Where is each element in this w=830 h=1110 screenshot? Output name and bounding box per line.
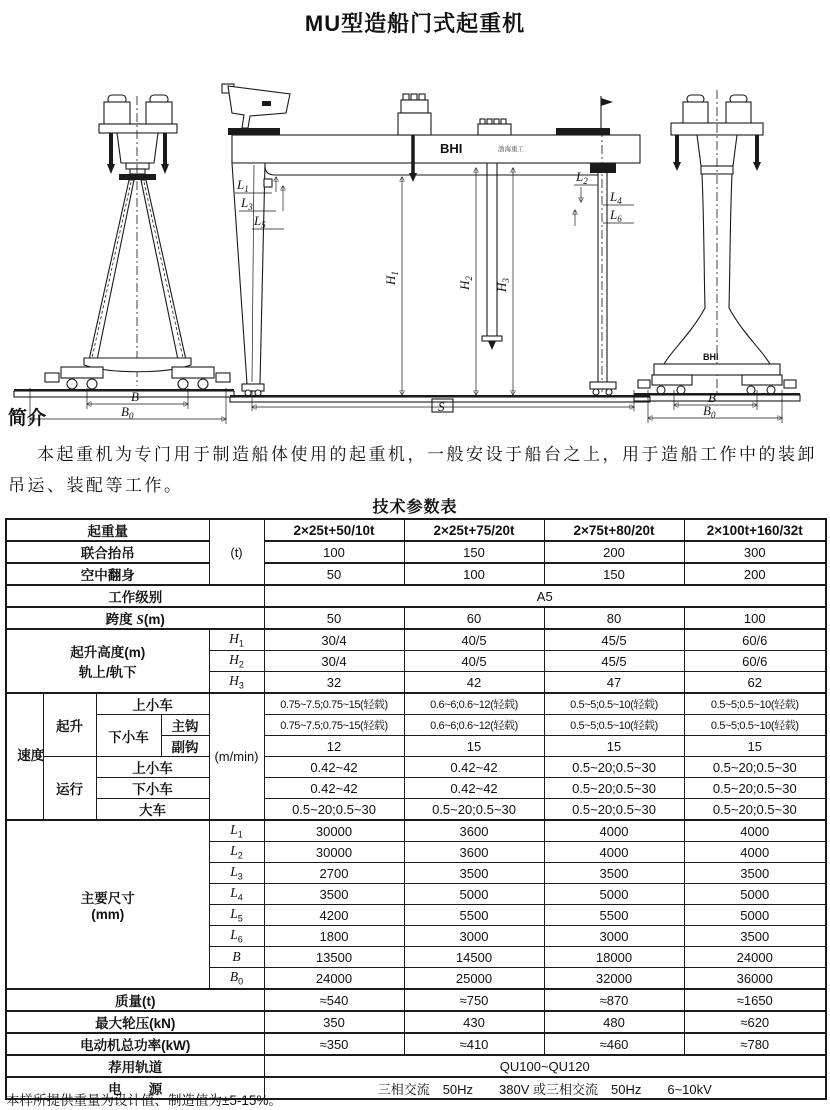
row-run-lower	[6, 778, 826, 799]
cell: 60	[404, 607, 544, 629]
cell: 45/5	[544, 629, 684, 651]
model-header: 2×100t+160/32t	[684, 519, 826, 541]
cell: 5000	[684, 884, 826, 905]
label-lower-trolley: 下小车	[96, 715, 161, 757]
girder-submark: 渤海重工	[498, 146, 524, 153]
house-vent	[480, 119, 485, 124]
hook	[753, 162, 761, 171]
label-lower-trolley: 下小车	[96, 778, 209, 799]
model-header: 2×25t+50/10t	[264, 519, 404, 541]
house-vent	[494, 119, 499, 124]
pulley-block	[146, 102, 172, 124]
cell: 3500	[684, 863, 826, 884]
upper-trolley	[398, 113, 431, 135]
pulley-block	[104, 102, 130, 124]
hook	[161, 164, 169, 174]
label-aux-hook: 副钩	[161, 736, 209, 757]
row-rail	[6, 1055, 826, 1077]
label-upper-trolley: 上小车	[96, 757, 209, 778]
lower-chord	[265, 166, 598, 175]
label-main-hook: 主钩	[161, 715, 209, 736]
cell-duty-class: A5	[264, 585, 826, 607]
row-run-gantry	[6, 799, 826, 821]
cell: 4000	[544, 820, 684, 842]
trolley-beam	[99, 124, 177, 133]
cell: 30/4	[264, 629, 404, 651]
cell: 100	[404, 563, 544, 585]
cell: 4200	[264, 905, 404, 926]
cell: 5500	[544, 905, 684, 926]
hook-block	[482, 336, 502, 341]
dim-label-B0: $B_0$	[121, 404, 134, 421]
row-L1	[6, 820, 826, 842]
cell: 3500	[544, 863, 684, 884]
wheel	[677, 386, 685, 394]
row-air-turnover	[6, 563, 826, 585]
cell: 1800	[264, 926, 404, 947]
pivot	[126, 163, 149, 169]
cell: ≈460	[544, 1033, 684, 1055]
operator-cab	[228, 86, 290, 128]
girder-mark: BHI	[440, 141, 463, 156]
sym-L5: $L_5$	[209, 905, 264, 926]
cell: 0.5~20;0.5~30	[544, 799, 684, 821]
cell: 0.42~42	[264, 778, 404, 799]
house-vent	[411, 94, 417, 100]
label-wheel-load: 最大轮压(kN)	[6, 1011, 264, 1033]
cell: 24000	[684, 947, 826, 968]
dim-label-H2: $H_2$	[457, 276, 474, 290]
right-end-view	[634, 90, 800, 423]
label-upper-trolley: 上小车	[96, 693, 209, 715]
row-mass	[6, 989, 826, 1011]
label-hoisting: 起升	[43, 693, 96, 757]
cell: 40/5	[404, 651, 544, 672]
cell: 45/5	[544, 651, 684, 672]
cell: 200	[684, 563, 826, 585]
cell: 100	[264, 541, 404, 563]
cell: 4000	[684, 820, 826, 842]
house-vent	[501, 119, 506, 124]
cell: 15	[684, 736, 826, 757]
wheel	[178, 379, 188, 389]
label-travel: 运行	[43, 757, 96, 821]
row-wheel-load	[6, 1011, 826, 1033]
outrigger	[784, 380, 796, 388]
cell: 0.5~20;0.5~30	[684, 778, 826, 799]
sym-L4: $L_4$	[209, 884, 264, 905]
cell: 15	[544, 736, 684, 757]
intro-heading: 简介	[8, 408, 47, 429]
leg-top-pad	[590, 163, 616, 173]
cell: 0.5~5;0.5~10(轻载)	[544, 715, 684, 736]
hook	[409, 173, 417, 182]
flexible-leg	[232, 163, 265, 384]
cell: 60/6	[684, 651, 826, 672]
sym-B: B	[209, 947, 264, 968]
row-h1	[6, 629, 826, 651]
cell: 0.75~7.5;0.75~15(轻载)	[264, 693, 404, 715]
cell: 3500	[264, 884, 404, 905]
cell: ≈780	[684, 1033, 826, 1055]
model-header: 2×75t+80/20t	[544, 519, 684, 541]
cell: 50	[264, 607, 404, 629]
cell: ≈620	[684, 1011, 826, 1033]
label-power-supply: 电 源	[6, 1077, 264, 1099]
cell-rail: QU100~QU120	[264, 1055, 826, 1077]
cell: 4000	[544, 842, 684, 863]
lower-trolley	[478, 124, 511, 135]
row-joint-lift	[6, 541, 826, 563]
dim-label-B0: $B_0$	[703, 403, 716, 420]
table-title: 技术参数表	[372, 499, 458, 516]
cell: 0.5~20;0.5~30	[544, 778, 684, 799]
intro-line-2: 吊运、装配等工作。	[8, 476, 184, 495]
cab-window	[262, 101, 271, 106]
cell: 5000	[684, 905, 826, 926]
girder	[232, 135, 640, 163]
girder-pad	[228, 128, 280, 135]
house-vent	[419, 94, 425, 100]
cell: 18000	[544, 947, 684, 968]
label-duty-class: 工作级别	[6, 585, 264, 607]
cell: 30000	[264, 820, 404, 842]
row-motor-power	[6, 1033, 826, 1055]
sill-beam	[654, 364, 780, 375]
cell: 24000	[264, 968, 404, 990]
footnote: 本样所提供重量为设计值、制造值为±5-15%。	[6, 1093, 282, 1108]
sym-L1: $L_1$	[209, 820, 264, 842]
outrigger	[638, 380, 650, 388]
sym-H3: $H_3$	[209, 672, 264, 694]
left-end-view	[14, 95, 234, 424]
sym-H2: $H_2$	[209, 651, 264, 672]
cell: 0.5~5;0.5~10(轻载)	[684, 715, 826, 736]
cell: 0.5~5;0.5~10(轻载)	[684, 693, 826, 715]
wheel-bogie	[652, 375, 692, 385]
label-mass: 质量(t)	[6, 989, 264, 1011]
cell: 42	[404, 672, 544, 694]
cell: 0.5~20;0.5~30	[684, 757, 826, 778]
machinery-house	[117, 133, 158, 163]
wheel	[767, 386, 775, 394]
cell: 25000	[404, 968, 544, 990]
upper-trolley-cap	[401, 100, 428, 113]
dim-datum	[264, 179, 272, 187]
elevation-view	[222, 84, 650, 414]
cell: 0.5~20;0.5~30	[684, 799, 826, 821]
house-vent	[487, 119, 492, 124]
row-hoist-main	[6, 715, 826, 736]
house-vent	[403, 94, 409, 100]
row-run-upper	[6, 757, 826, 778]
cell: 0.42~42	[404, 778, 544, 799]
parameters-table	[5, 518, 827, 1100]
apex-joint	[119, 174, 156, 180]
wheel	[747, 386, 755, 394]
dim-label-L3: $L_3$	[241, 195, 253, 212]
intro-line-1: 本起重机为专门用于制造船体使用的起重机，一般安设于船台之上，用于造船工作中的装卸	[37, 445, 817, 464]
ground-hatch	[634, 395, 800, 401]
cell: 15	[404, 736, 544, 757]
cell: 0.75~7.5;0.75~15(轻载)	[264, 715, 404, 736]
dim-label-L2: $L_2$	[576, 169, 588, 186]
page-title: MU型造船门式起重机	[304, 11, 526, 36]
cell: 36000	[684, 968, 826, 990]
cell: 12	[264, 736, 404, 757]
model-header: 2×25t+75/20t	[404, 519, 544, 541]
cell: ≈1650	[684, 989, 826, 1011]
wheel	[87, 379, 97, 389]
cell: 2700	[264, 863, 404, 884]
cell: 3600	[404, 842, 544, 863]
cell: 60/6	[684, 629, 826, 651]
unit-tonnes: (t)	[209, 519, 264, 585]
cell: 30000	[264, 842, 404, 863]
label-air-turnover: 空中翻身	[6, 563, 209, 585]
wheel-bogie	[61, 367, 103, 378]
cell: 3500	[404, 863, 544, 884]
cell: 0.6~6;0.6~12(轻载)	[404, 715, 544, 736]
dim-label-H1: $H_1$	[383, 271, 400, 285]
label-speed: 速度	[6, 693, 43, 820]
cell: 5000	[544, 884, 684, 905]
cell: 150	[544, 563, 684, 585]
cell: 47	[544, 672, 684, 694]
cell: 3000	[544, 926, 684, 947]
row-duty-class	[6, 585, 826, 607]
label-gantry: 大车	[96, 799, 209, 821]
pulley-block	[726, 102, 751, 124]
hook	[673, 162, 681, 171]
dim-label-B: B	[131, 389, 139, 404]
cell: 5000	[404, 884, 544, 905]
cell: 3500	[684, 926, 826, 947]
cell: 3600	[404, 820, 544, 842]
hook	[107, 164, 115, 174]
cell: 14500	[404, 947, 544, 968]
label-lifting-height: 起升高度(m) 轨上/轨下	[6, 629, 209, 693]
label-joint-lift: 联合抬吊	[6, 541, 209, 563]
pivot	[130, 169, 145, 174]
cell: 430	[404, 1011, 544, 1033]
cell: 32	[264, 672, 404, 694]
leg-foot	[590, 382, 616, 389]
outrigger	[216, 373, 230, 382]
flag	[601, 98, 613, 106]
cell: 0.5~20;0.5~30	[404, 799, 544, 821]
cell: 5500	[404, 905, 544, 926]
label-rail: 荐用轨道	[6, 1055, 264, 1077]
dim-label-H3: $H_3$	[494, 278, 511, 292]
wheel	[657, 386, 665, 394]
wheel	[198, 379, 208, 389]
sym-L2: $L_2$	[209, 842, 264, 863]
cell: 32000	[544, 968, 684, 990]
cell: 0.42~42	[404, 757, 544, 778]
cell: 200	[544, 541, 684, 563]
dim-label-L5: $L_5$	[254, 213, 266, 230]
hook	[488, 341, 496, 350]
leg-mark: BHI	[703, 352, 719, 362]
label-span: 跨度 S(m)	[6, 607, 264, 629]
row-capacity	[6, 519, 826, 541]
cell: ≈870	[544, 989, 684, 1011]
cell-power-supply: 三相交流 50Hz 380V 或三相交流 50Hz 6~10kV	[264, 1077, 826, 1099]
sym-L3: $L_3$	[209, 863, 264, 884]
cell: 50	[264, 563, 404, 585]
cell: 30/4	[264, 651, 404, 672]
label-capacity: 起重量	[6, 519, 209, 541]
dim-label-L1: $L_1$	[237, 177, 249, 194]
cell: 0.6~6;0.6~12(轻载)	[404, 693, 544, 715]
leg-foot	[242, 384, 264, 391]
unit-m-min: (m/min)	[209, 693, 264, 820]
dim-label-S: S	[438, 399, 445, 414]
cell: 4000	[684, 842, 826, 863]
sym-B0: $B_0$	[209, 968, 264, 990]
wheel-bogie	[742, 375, 782, 385]
sym-L6: $L_6$	[209, 926, 264, 947]
cell: 300	[684, 541, 826, 563]
row-hoist-upper	[6, 693, 826, 715]
row-span	[6, 607, 826, 629]
cell: 62	[684, 672, 826, 694]
cell: 0.5~20;0.5~30	[544, 757, 684, 778]
label-main-dimensions: 主要尺寸 (mm)	[6, 820, 209, 989]
dim-label-B: B	[708, 390, 716, 405]
wheel	[67, 379, 77, 389]
ground-hatch	[14, 391, 234, 397]
wheel-bogie	[172, 367, 214, 378]
cell: ≈410	[404, 1033, 544, 1055]
cell: 3000	[404, 926, 544, 947]
cell: 480	[544, 1011, 684, 1033]
cell: 40/5	[404, 629, 544, 651]
cell: ≈750	[404, 989, 544, 1011]
cell: ≈540	[264, 989, 404, 1011]
cell: 0.5~5;0.5~10(轻载)	[544, 693, 684, 715]
dim-label-L6: $L_6$	[610, 207, 622, 224]
cell: 0.42~42	[264, 757, 404, 778]
cell: 80	[544, 607, 684, 629]
wheel	[606, 389, 612, 395]
dim-label-L4: $L_4$	[610, 189, 622, 206]
cell: 0.5~20;0.5~30	[264, 799, 404, 821]
sym-H1: $H_1$	[209, 629, 264, 651]
cell: ≈350	[264, 1033, 404, 1055]
cell: 100	[684, 607, 826, 629]
pulley-block	[683, 102, 708, 124]
wheel	[593, 389, 599, 395]
cell: 13500	[264, 947, 404, 968]
outrigger	[45, 373, 59, 382]
label-motor-power: 电动机总功率(kW)	[6, 1033, 264, 1055]
cell: 350	[264, 1011, 404, 1033]
cell: 150	[404, 541, 544, 563]
